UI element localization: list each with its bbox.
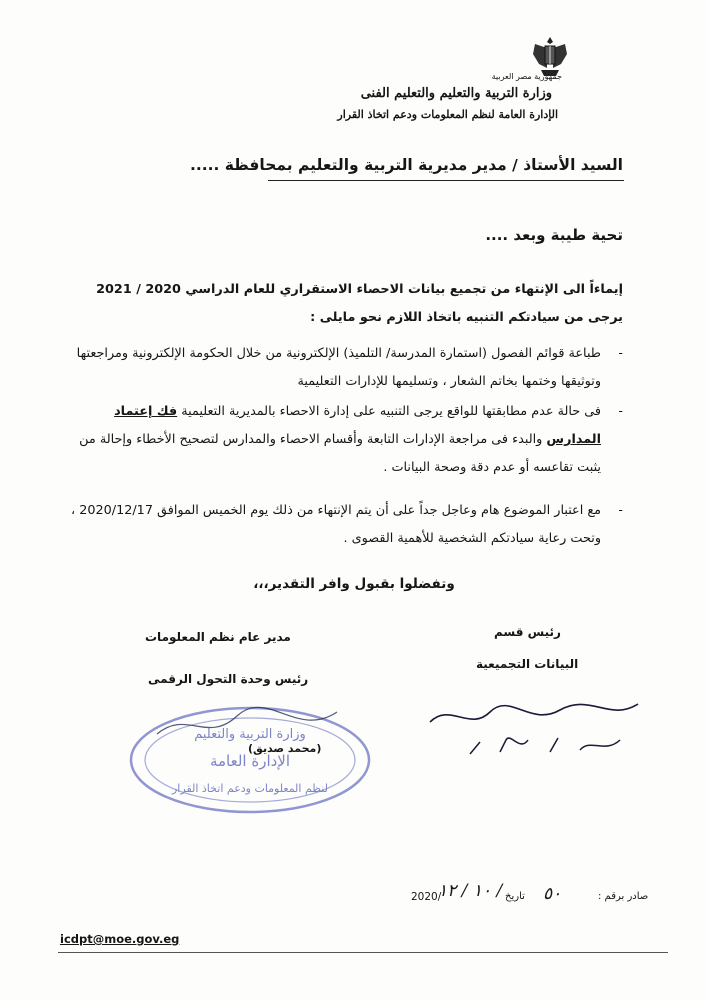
list-item bbox=[66, 497, 623, 553]
issue-date-label: تاريخ bbox=[505, 891, 525, 902]
bullet-dash: - bbox=[618, 346, 623, 361]
bullet-dash: - bbox=[618, 404, 623, 419]
official-stamp bbox=[127, 704, 373, 816]
intro-line-1: إيماءاً الى الإنتهاء من تجميع بيانات الاحصاء الاستقراري للعام الدراسي 2020 / 2021 bbox=[96, 282, 623, 297]
list-item bbox=[66, 398, 623, 482]
bullet-text-3: مع اعتبار الموضوع هام وعاجل جداً على أن يتم الإنتهاء من ذلك يوم الخميس الموافق 2020/12/17 ، وتحت رعاية سيادتكم الشخصية للأهمية القصوى . bbox=[71, 503, 601, 546]
issue-date-year: 2020/ bbox=[411, 891, 442, 903]
footer-email-link[interactable]: icdpt@moe.gov.eg bbox=[60, 932, 180, 946]
closing-line: وتفضلوا بقبول وافر التقدير،،، bbox=[253, 576, 455, 592]
footer-divider bbox=[58, 952, 668, 953]
intro-line-2: يرجى من سيادتكم التنبيه باتخاذ اللازم نحو مايلى : bbox=[310, 310, 623, 325]
bullet-emphasis: فك إعتماد المدارس bbox=[114, 404, 601, 447]
stamp-line-1: وزارة التربية والتعليم bbox=[194, 727, 306, 742]
greeting: تحية طيبة وبعد .... bbox=[485, 226, 623, 244]
list-item bbox=[66, 340, 623, 396]
letterhead-ministry: وزارة التربية والتعليم والتعليم الفنى bbox=[360, 86, 552, 101]
letterhead-republic: جمهورية مصر العربية bbox=[491, 72, 562, 81]
letterhead-department: الإدارة العامة لنظم المعلومات ودعم اتخاذ القرار bbox=[337, 108, 558, 121]
issue-number-label: صادر برقم : bbox=[598, 891, 649, 902]
right-signatory-title: رئيس قسم bbox=[494, 625, 561, 639]
stamp-line-3: لنظم المعلومات ودعم اتخاذ القرار bbox=[172, 782, 328, 795]
issue-number-value: ٥٠ bbox=[543, 884, 562, 904]
bullet-text-2-start: فى حالة عدم مطابقتها للواقع يرجى التنبيه على إدارة الاحصاء بالمديرية التعليمية bbox=[181, 404, 601, 419]
issue-date-handwritten: ١٠ / ١٢ / bbox=[438, 881, 503, 901]
right-signatory-subtitle: البيانات التجميعية bbox=[476, 657, 579, 671]
bullet-dash: - bbox=[618, 503, 623, 518]
handwritten-signature bbox=[410, 682, 650, 774]
left-signatory-subtitle: رئيس وحدة التحول الرقمى bbox=[148, 672, 309, 686]
left-signatory-name: (محمد صديق) bbox=[248, 742, 322, 755]
bullet-text-2-end: والبدء فى مراجعة الإدارات التابعة وأقسام الاحصاء والمدارس لتصحيح الأخطاء وإحالة من يثبت تقاعسه أو عدم دقة وصحة البيانات . bbox=[79, 432, 601, 475]
stamp-line-2: الإدارة العامة bbox=[209, 752, 291, 770]
intro-paragraph bbox=[63, 276, 623, 332]
left-signatory-title: مدير عام نظم المعلومات bbox=[145, 630, 291, 644]
bullet-text-1: طباعة قوائم الفصول (استمارة المدرسة/ التلميذ) الإلكترونية من خلال الحكومة الإلكترونية ومراجعتها وتوثيقها وختمها بخاتم الشعار ، وتسليمها للإدارات التعليمية bbox=[76, 346, 601, 389]
addressee-underline bbox=[268, 180, 624, 181]
addressee: السيد الأستاذ / مدير مديرية التربية والتعليم بمحافظة ..... bbox=[189, 156, 623, 174]
